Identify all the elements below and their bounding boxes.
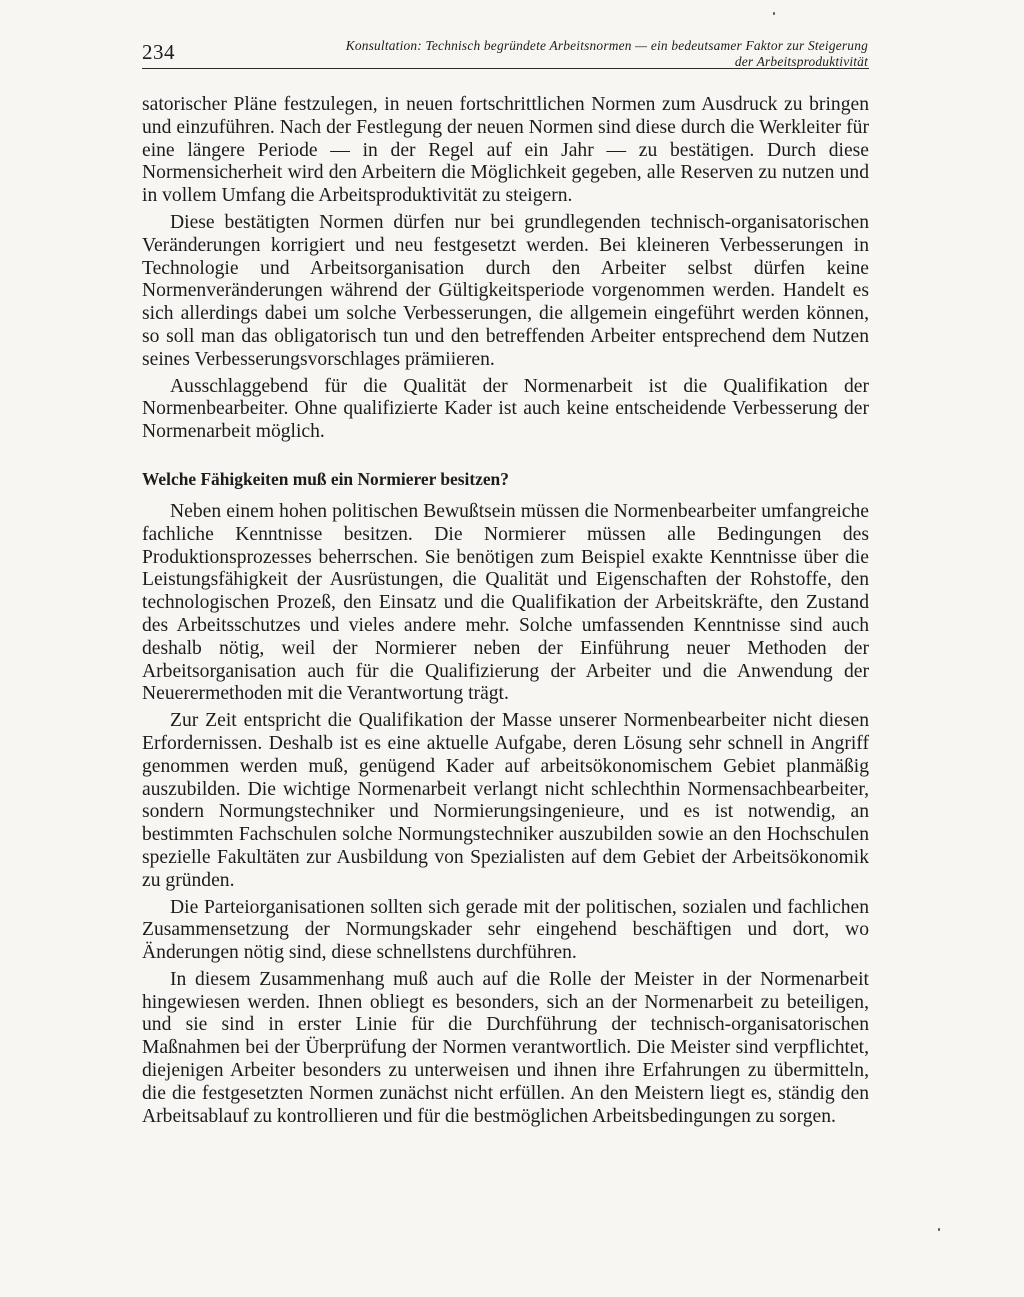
- scan-speck-top: [773, 12, 775, 15]
- section-heading: Welche Fähigkeiten muß ein Normierer besitzen?: [142, 468, 509, 489]
- running-head-line-2: der Arbeitsproduktivität: [734, 54, 868, 69]
- scan-speck-bottom: [938, 1228, 940, 1231]
- header-rule: [142, 68, 869, 69]
- body-text: [142, 94, 869, 1128]
- paragraph-6: Die Parteiorganisationen sollten sich gerade mit der politischen, sozialen und fachlichen Zusammensetzung der Normungskader sehr eingehend beschäftigen und dort, wo Änderungen nötig sind, diese schnellstens durchführen.: [142, 896, 869, 964]
- running-head: [240, 38, 868, 70]
- paragraph-7: In diesem Zusammenhang muß auch auf die Rolle der Meister in der Normenarbeit hingewiesen werden. Ihnen obliegt es besonders, sich an der Normenarbeit zu beteiligen, und sie sind in erster Linie für die Durchführung der technisch-organisatorischen Maßnahmen bei der Überprüfung der Normen verantwortlich. Die Meister sind verpflichtet, diejenigen Arbeiter besonders zu unterweisen und ihnen ihre Erfahrungen zu übermitteln, die die festgesetzten Normen zunächst nicht erfüllen. An den Meistern liegt es, ständig den Arbeitsablauf zu kontrollieren und für die bestmöglichen Arbeitsbedingungen zu sorgen.: [142, 968, 869, 1127]
- page-number: 234: [142, 40, 175, 64]
- paragraph-4: Neben einem hohen politischen Bewußtsein müssen die Normenbearbeiter umfangreiche fachliche Kenntnisse besitzen. Die Normierer müssen alle Bedingungen des Produktionsprozesses beherrschen. Sie benötigen zum Beispiel exakte Kenntnisse über die Leistungsfähigkeit der Ausrüstungen, die Qualität und Eigenschaften der Rohstoffe, den technologischen Prozeß, den Einsatz und die Qualifikation der Arbeitskräfte, den Zustand des Arbeitsschutzes und vieles andere mehr. Solche umfassenden Kenntnisse sind auch deshalb nötig, weil der Normierer neben der Einführung neuer Methoden der Arbeitsorganisation auch für die Qualifizierung der Arbeiter und die Anwendung der Neuerermethoden mit die Verantwortung trägt.: [142, 500, 869, 705]
- running-head-line-1: Konsultation: Technisch begründete Arbeitsnormen — ein bedeutsamer Faktor zur Steigerung: [345, 38, 868, 53]
- paragraph-1: satorischer Pläne festzulegen, in neuen fortschrittlichen Normen zum Ausdruck zu bringen und einzuführen. Nach der Festlegung der neuen Normen sind diese durch die Werkleiter für eine längere Periode — in der Regel auf ein Jahr — zu bestätigen. Durch diese Normensicherheit wird den Arbeitern die Möglichkeit gegeben, alle Reserven zu nutzen und in vollem Umfang die Arbeitsproduktivität zu steigern.: [142, 94, 869, 207]
- paragraph-5: Zur Zeit entspricht die Qualifikation der Masse unserer Normenbearbeiter nicht diesen Erfordernissen. Deshalb ist es eine aktuelle Aufgabe, deren Lösung sehr schnell in Angriff genommen werden muß, genügend Kader auf arbeitsökonomischem Gebiet planmäßig auszubilden. Die wichtige Normenarbeit verlangt nicht schlechthin Normensachbearbeiter, sondern Normungstechniker und Normierungsingenieure, und es ist notwendig, an bestimmten Fachschulen solche Normungstechniker auszubilden sowie an den Hochschulen spezielle Fakultäten zur Ausbildung von Spezialisten auf dem Gebiet der Arbeitsökonomik zu gründen.: [142, 710, 869, 891]
- paragraph-3: Ausschlaggebend für die Qualität der Normenarbeit ist die Qualifikation der Normenbearbeiter. Ohne qualifizierte Kader ist auch keine entscheidende Verbesserung der Normenarbeit möglich.: [142, 375, 869, 443]
- paragraph-2: Diese bestätigten Normen dürfen nur bei grundlegenden technisch-organisatorischen Veränderungen korrigiert und neu festgesetzt werden. Bei kleineren Verbesserungen in Technologie und Arbeitsorganisation durch den Arbeiter selbst dürfen keine Normenveränderungen während der Gültigkeitsperiode vorgenommen werden. Handelt es sich allerdings dabei um solche Verbesserungen, die allgemein eingeführt werden können, so soll man das obligatorisch tun und den betreffenden Arbeiter entsprechend dem Nutzen seines Verbesserungsvorschlages prämiieren.: [142, 211, 869, 370]
